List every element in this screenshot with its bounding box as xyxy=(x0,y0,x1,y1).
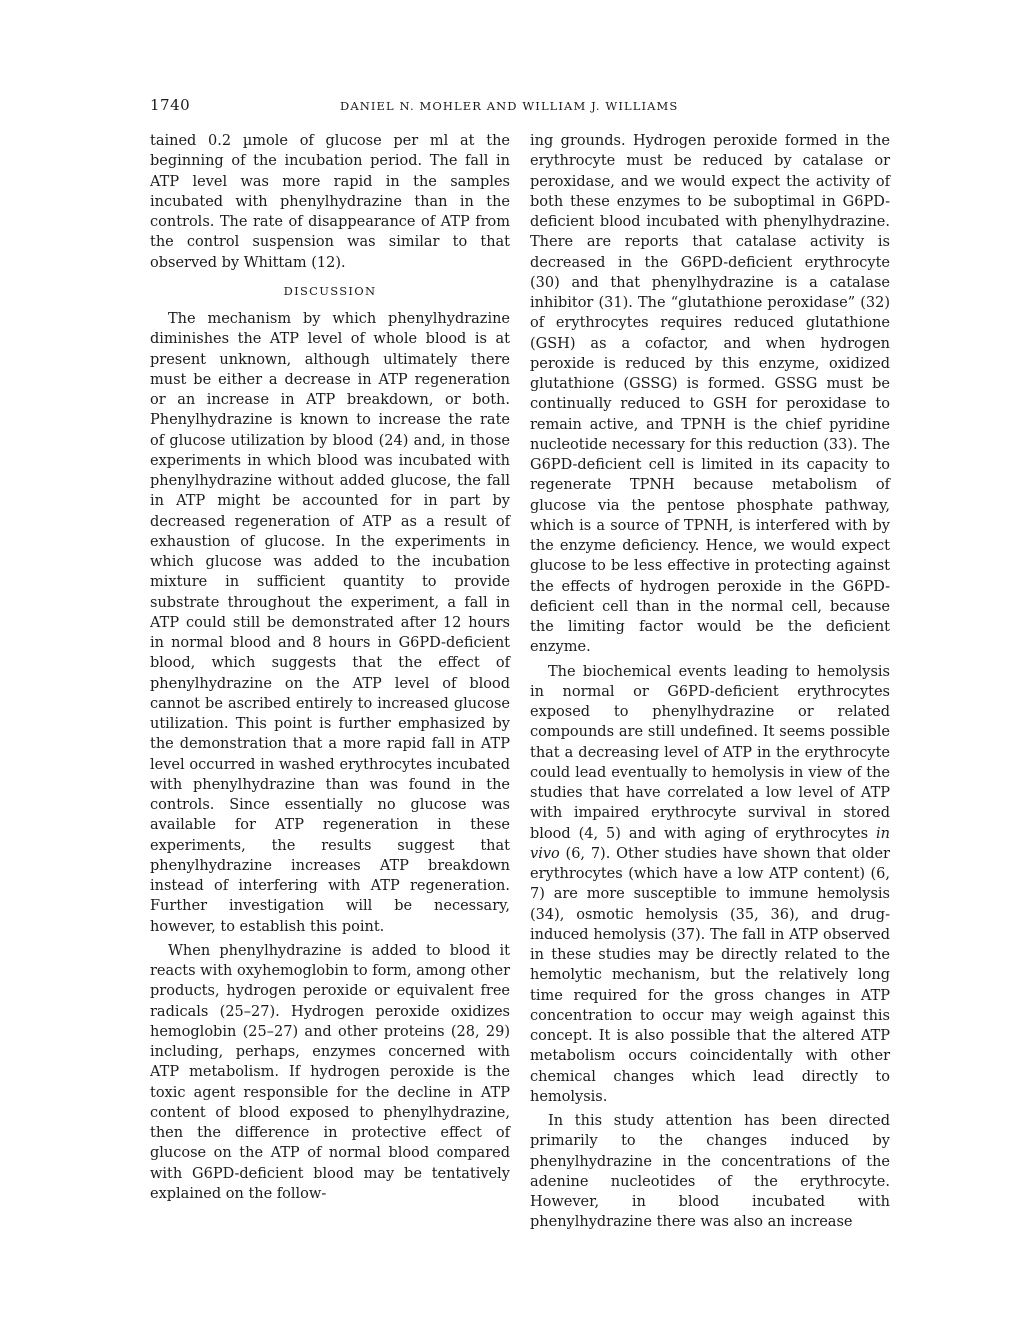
paragraph: In this study attention has been directed primarily to the changes induced by phenylhydrazine in the concentrations of the adenine nucleotides of the erythrocyte. However, in blood incubated with phenylhydrazine there was also an increase xyxy=(530,1113,890,1231)
left-column xyxy=(150,131,510,1204)
paragraph-continued: tained 0.2 µmole of glucose per ml at the beginning of the incubation period. The fall in ATP level was more rapid in the samples incubated with phenylhydrazine than in the controls. The rate of disappearance of ATP from the control suspension was similar to that observed by Whittam (12). xyxy=(150,133,510,271)
paragraph xyxy=(530,662,890,1108)
page-number: 1740 xyxy=(150,96,191,114)
right-column xyxy=(530,131,890,1233)
running-head: DANIEL N. MOHLER AND WILLIAM J. WILLIAMS xyxy=(340,99,679,113)
paragraph: The mechanism by which phenylhydrazine diminishes the ATP level of whole blood is at present unknown, although ultimately there must be either a decrease in ATP regeneration or an increase in ATP breakdown, or both. Phenylhydrazine is known to increase the rate of glucose utilization by blood (24) and, in those experiments in which blood was incubated with phenylhydrazine without added glucose, the fall in ATP might be accounted for in part by decreased regeneration of ATP as a result of exhaustion of glucose. In the experiments in which glucose was added to the incubation mixture in sufficient quantity to provide substrate throughout the experiment, a fall in ATP could still be demonstrated after 12 hours in normal blood and 8 hours in G6PD-deficient blood, which suggests that the effect of phenylhydrazine on the ATP level of blood cannot be ascribed entirely to increased glucose utilization. This point is further emphasized by the demonstration that a more rapid fall in ATP level occurred in washed erythrocytes incubated with phenylhydrazine than was found in the controls. Since essentially no glucose was available for ATP regeneration in these experiments, the results suggest that phenylhydrazine increases ATP breakdown instead of interfering with ATP regeneration. Further investigation will be necessary, however, to establish this point. xyxy=(150,311,510,935)
italic-term: in vivo xyxy=(530,825,890,862)
paragraph-text: (6, 7). Other studies have shown that older erythrocytes (which have a low ATP content) (6, 7) are more susceptible to immune hemolysis (34), osmotic hemolysis (35, 36), and drug-induced hemolysis (37). The fall in ATP observed in these studies may be directly related to the hemolytic mechanism, but the relatively long time required for the gross changes in ATP concentration to occur may weigh against this concept. It is also possible that the altered ATP metabolism occurs coincidentally with other chemical changes which lead directly to hemolysis. xyxy=(530,845,890,1105)
section-heading: DISCUSSION xyxy=(283,283,377,298)
paragraph-text: The biochemical events leading to hemolysis in normal or G6PD-deficient erythrocytes exposed to phenylhydrazine or related compounds are still undefined. It seems possible that a decreasing level of ATP in the erythrocyte could lead eventually to hemolysis in view of the studies that have correlated a low level of ATP with impaired erythrocyte survival in stored blood (4, 5) and with aging of erythrocytes xyxy=(530,663,890,842)
paragraph: When phenylhydrazine is added to blood it reacts with oxyhemoglobin to form, among other products, hydrogen peroxide or equivalent free radicals (25–27). Hydrogen peroxide oxidizes hemoglobin (25–27) and other proteins (28, 29) including, perhaps, enzymes concerned with ATP metabolism. If hydrogen peroxide is the toxic agent responsible for the decline in ATP content of blood exposed to phenylhydrazine, then the difference in protective effect of glucose on the ATP of normal blood compared with G6PD-deficient blood may be tentatively explained on the follow- xyxy=(150,942,510,1202)
paragraph-continued: ing grounds. Hydrogen peroxide formed in the erythrocyte must be reduced by catalase or peroxidase, and we would expect the activity of both these enzymes to be suboptimal in G6PD-deficient blood incubated with phenylhydrazine. There are reports that catalase activity is decreased in the G6PD-deficient erythrocyte (30) and that phenylhydrazine is a catalase inhibitor (31). The “glutathione peroxidase” (32) of erythrocytes requires reduced glutathione (GSH) as a cofactor, and when hydrogen peroxide is reduced by this enzyme, oxidized glutathione (GSSG) is formed. GSSG must be continually reduced to GSH for peroxidase to remain active, and TPNH is the chief pyridine nucleotide necessary for this reduction (33). The G6PD-deficient cell is limited in its capacity to regenerate TPNH because metabolism of glucose via the pentose phosphate pathway, which is a source of TPNH, is interfered with by the enzyme deficiency. Hence, we would expect glucose to be less effective in protecting against the effects of hydrogen peroxide in the G6PD-deficient cell than in the normal cell, because the limiting factor would be the deficient enzyme. xyxy=(530,133,890,656)
